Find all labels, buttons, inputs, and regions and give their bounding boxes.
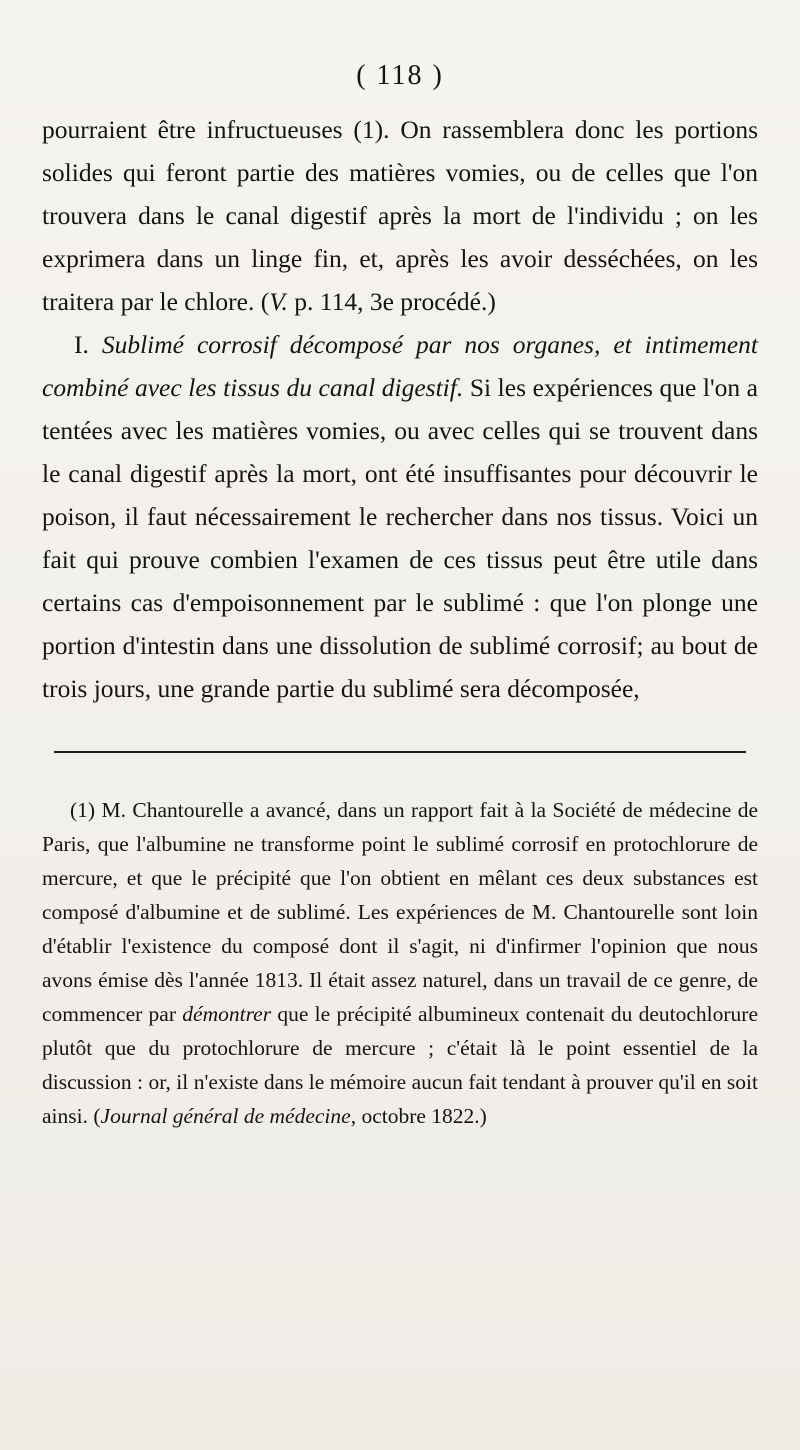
footnote-citation-end: , octobre 1822.) xyxy=(350,1104,487,1128)
reference-abbrev: V. xyxy=(269,287,288,316)
footnote-paragraph xyxy=(42,793,758,1133)
main-text xyxy=(42,108,758,710)
section-body: Si les expériences que l'on a tentées avec les matières vomies, ou avec celles qui se trouvent dans le canal digestif après la mort, ont été insuffisantes pour découvrir le poison, il faut nécessairement le rechercher dans nos tissus. Voici un fait qui prouve combien l'examen de ces tissus peut être utile dans certains cas d'empoisonnement par le sublimé : que l'on plonge une portion d'intestin dans une dissolution de sublimé corrosif; au bout de trois jours, une grande partie du sublimé sera décomposée, xyxy=(42,373,758,703)
paragraph-text: pourraient être infructueuses (1). On rassemblera donc les portions solides qui feront partie des matières vomies, ou de celles que l'on trouvera dans le canal digestif après la mort de l'individu ; on les exprimera dans un linge fin, et, après les avoir desséchées, on les traitera par le chlore. ( xyxy=(42,115,758,316)
section-paragraph xyxy=(42,323,758,710)
footnote-separator xyxy=(54,751,746,753)
journal-title: Journal général de médecine xyxy=(100,1104,351,1128)
footnote-text-continued: que le précipité albumineux contenait du deutochlorure plutôt que du protochlorure de mercure ; c'était là le point essentiel de la discussion : or, il n'existe dans le mémoire aucun fait tendant à prouver qu'il en soit ainsi. ( xyxy=(42,1002,758,1128)
footnote xyxy=(42,793,758,1133)
page-number: ( 118 ) xyxy=(356,60,444,91)
paragraph-continued xyxy=(42,108,758,323)
section-label: I. xyxy=(74,330,89,359)
footnote-emphasis: démontrer xyxy=(182,1002,272,1026)
section-heading: Sublimé corrosif décomposé par nos organes, et intimement combiné avec les tissus du canal digestif. xyxy=(42,330,758,402)
reference-text: p. 114, 3e procédé.) xyxy=(287,287,496,316)
footnote-text: (1) M. Chantourelle a avancé, dans un rapport fait à la Société de médecine de Paris, que l'albumine ne transforme point le sublimé corrosif en protochlorure de mercure, et que le précipité que l'on obtient en mêlant ces deux substances est composé d'albumine et de sublimé. Les expériences de M. Chantourelle sont loin d'établir l'existence du composé dont il s'agit, ni d'infirmer l'opinion que nous avons émise dès l'année 1813. Il était assez naturel, dans un travail de ce genre, de commencer par xyxy=(42,798,758,1026)
